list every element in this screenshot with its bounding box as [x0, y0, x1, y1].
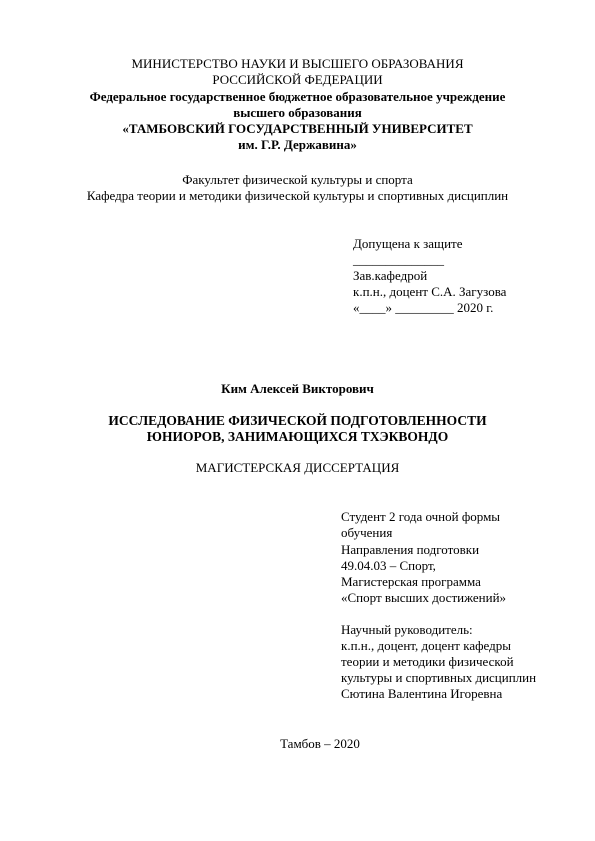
university-line-1: «ТАМБОВСКИЙ ГОСУДАРСТВЕННЫЙ УНИВЕРСИТЕТ — [122, 121, 473, 136]
department-name: Кафедра теории и методики физической культуры и спортивных дисциплин — [86, 188, 509, 203]
ministry-line-2: РОССИЙСКОЙ ФЕДЕРАЦИИ — [212, 72, 383, 87]
head-of-department-title: Зав.кафедрой — [353, 268, 428, 283]
student-info-line-1: Студент 2 года очной формы — [341, 509, 501, 524]
thesis-title-line-1: ИССЛЕДОВАНИЕ ФИЗИЧЕСКОЙ ПОДГОТОВЛЕННОСТИ — [108, 413, 487, 428]
institution-line-1: Федеральное государственное бюджетное образовательное учреждение — [89, 89, 506, 104]
author-name: Ким Алексей Викторович — [221, 381, 374, 396]
supervisor-line-5: Сютина Валентина Игоревна — [341, 686, 503, 701]
supervisor-line-1: Научный руководитель: — [341, 622, 473, 637]
thesis-title-line-2: ЮНИОРОВ, ЗАНИМАЮЩИХСЯ ТХЭКВОНДО — [146, 429, 449, 444]
student-info-line-4: 49.04.03 – Спорт, — [341, 558, 436, 573]
supervisor-line-4: культуры и спортивных дисциплин — [341, 670, 537, 685]
student-info-line-6: «Спорт высших достижений» — [341, 590, 507, 605]
university-line-2: им. Г.Р. Державина» — [238, 137, 357, 152]
head-of-department-name: к.п.н., доцент С.А. Загузова — [353, 284, 507, 299]
student-info-line-2: обучения — [341, 525, 393, 540]
approval-date-line: «____» _________ 2020 г. — [353, 300, 494, 315]
ministry-line-1: МИНИСТЕРСТВО НАУКИ И ВЫСШЕГО ОБРАЗОВАНИЯ — [131, 56, 464, 71]
student-info-line-5: Магистерская программа — [341, 574, 481, 589]
city-and-year: Тамбов – 2020 — [280, 736, 360, 751]
signature-line: ______________ — [353, 252, 444, 267]
supervisor-line-2: к.п.н., доцент, доцент кафедры — [341, 638, 511, 653]
supervisor-line-3: теории и методики физической — [341, 654, 514, 669]
institution-line-2: высшего образования — [233, 105, 362, 120]
student-info-line-3: Направления подготовки — [341, 542, 480, 557]
faculty-name: Факультет физической культуры и спорта — [182, 172, 413, 187]
thesis-type: МАГИСТЕРСКАЯ ДИССЕРТАЦИЯ — [195, 460, 400, 475]
admitted-to-defense: Допущена к защите — [353, 236, 463, 251]
